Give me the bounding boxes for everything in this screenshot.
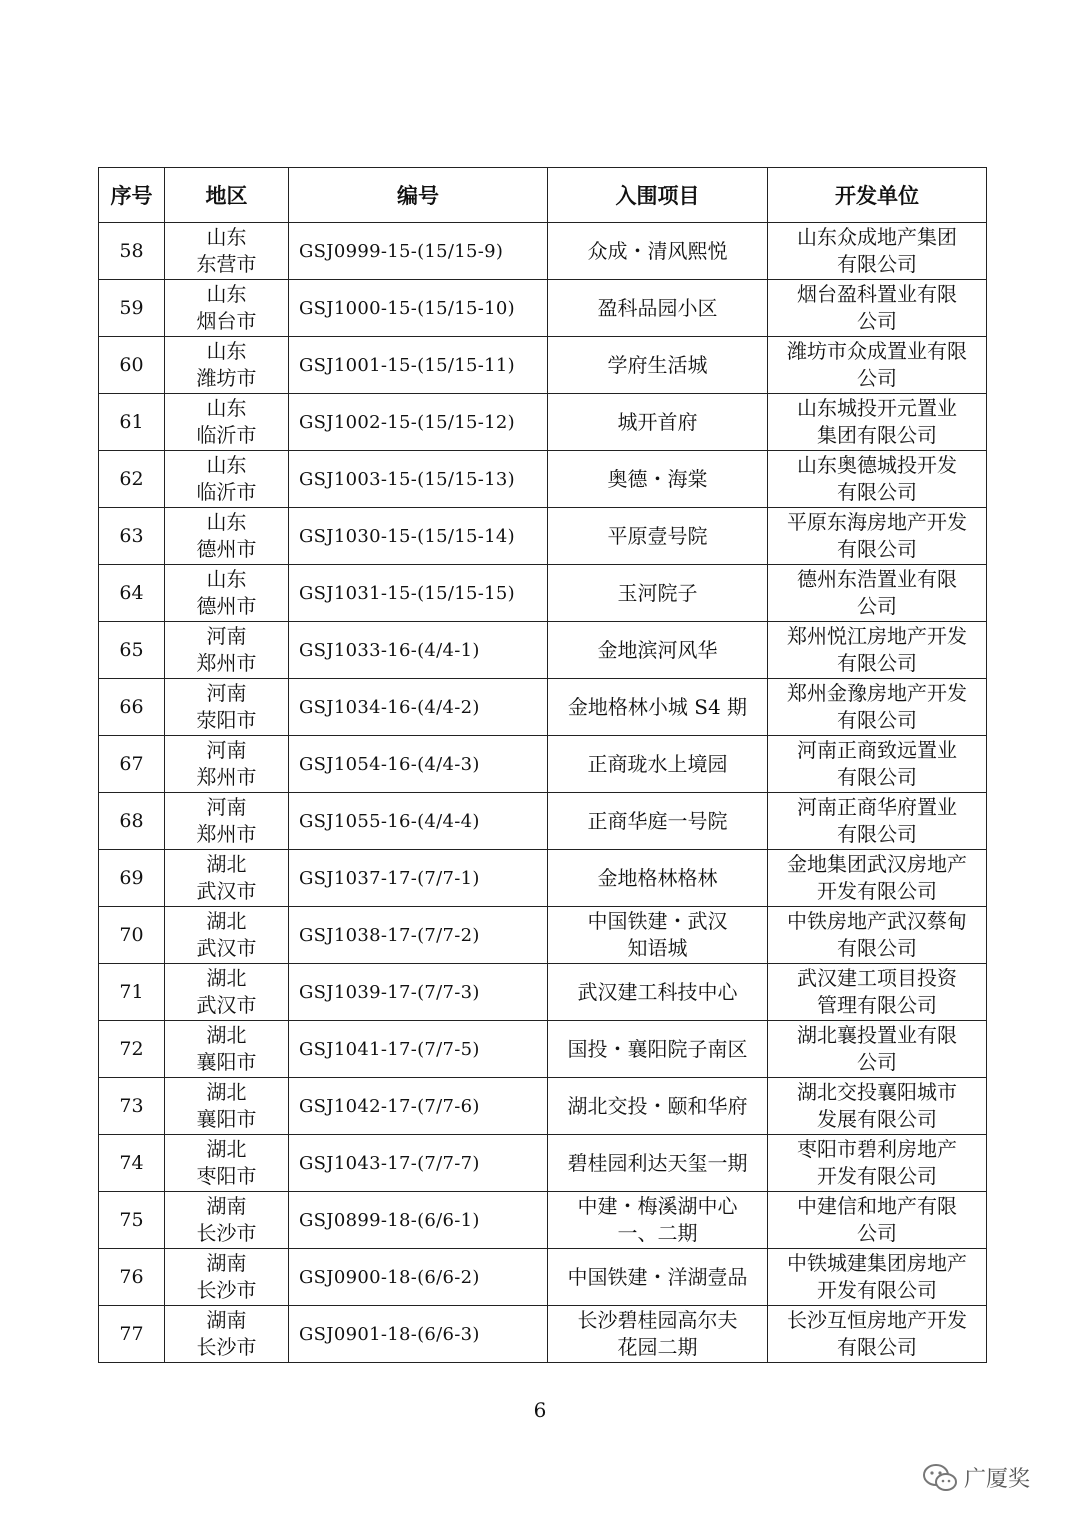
cell-region bbox=[165, 508, 289, 565]
cell-code: GSJ1031-15-(15/15-15) bbox=[289, 565, 548, 622]
cell-project-line: 学府生活城 bbox=[607, 352, 708, 377]
cell-code: GSJ1003-15-(15/15-13) bbox=[289, 451, 548, 508]
cell-code: GSJ0899-18-(6/6-1) bbox=[289, 1192, 548, 1249]
cell-developer-line: 山东城投开元置业 bbox=[797, 396, 957, 420]
cell-project-line: 湖北交投・颐和华府 bbox=[567, 1093, 748, 1118]
table-row bbox=[99, 337, 987, 394]
cell-region-line: 德州市 bbox=[196, 537, 257, 561]
cell-project-line: 奥德・海棠 bbox=[607, 466, 708, 491]
cell-code: GSJ1042-17-(7/7-6) bbox=[289, 1078, 548, 1135]
cell-region-line: 武汉市 bbox=[196, 879, 257, 903]
table-row bbox=[99, 736, 987, 793]
cell-seq: 58 bbox=[99, 223, 165, 280]
cell-region bbox=[165, 223, 289, 280]
cell-developer-line: 有限公司 bbox=[837, 480, 917, 504]
table-body bbox=[99, 223, 987, 1363]
cell-seq: 63 bbox=[99, 508, 165, 565]
cell-region-line: 山东 bbox=[206, 339, 247, 363]
cell-project bbox=[548, 1021, 768, 1078]
cell-developer-line: 有限公司 bbox=[837, 1335, 917, 1359]
cell-seq: 61 bbox=[99, 394, 165, 451]
cell-code: GSJ1002-15-(15/15-12) bbox=[289, 394, 548, 451]
cell-code: GSJ0900-18-(6/6-2) bbox=[289, 1249, 548, 1306]
cell-developer-line: 湖北交投襄阳城市 bbox=[797, 1080, 957, 1104]
cell-project-line: 众成・清风熙悦 bbox=[587, 238, 728, 263]
cell-project-line: 金地格林格林 bbox=[597, 865, 718, 890]
cell-region-line: 武汉市 bbox=[196, 936, 257, 960]
cell-region bbox=[165, 451, 289, 508]
cell-code: GSJ1001-15-(15/15-11) bbox=[289, 337, 548, 394]
cell-region-line: 长沙市 bbox=[196, 1335, 257, 1359]
cell-project-line: 玉河院子 bbox=[617, 580, 698, 605]
cell-developer-line: 长沙互恒房地产开发 bbox=[787, 1308, 967, 1332]
cell-project bbox=[548, 1249, 768, 1306]
cell-region-line: 武汉市 bbox=[196, 993, 257, 1017]
cell-developer bbox=[768, 223, 987, 280]
cell-code: GSJ1000-15-(15/15-10) bbox=[289, 280, 548, 337]
cell-developer bbox=[768, 1078, 987, 1135]
cell-region-line: 河南 bbox=[206, 681, 247, 705]
cell-developer-line: 烟台盈科置业有限 bbox=[797, 282, 957, 306]
cell-region-line: 湖南 bbox=[206, 1194, 247, 1218]
cell-region bbox=[165, 280, 289, 337]
cell-developer-line: 公司 bbox=[857, 309, 897, 333]
cell-seq: 77 bbox=[99, 1306, 165, 1363]
cell-project bbox=[548, 964, 768, 1021]
wechat-icon bbox=[922, 1463, 958, 1493]
cell-seq: 60 bbox=[99, 337, 165, 394]
cell-region-line: 郑州市 bbox=[196, 651, 257, 675]
cell-developer-line: 开发有限公司 bbox=[817, 879, 937, 903]
cell-developer-line: 有限公司 bbox=[837, 708, 917, 732]
cell-region-line: 东营市 bbox=[196, 252, 257, 276]
cell-project bbox=[548, 679, 768, 736]
cell-developer-line: 公司 bbox=[857, 366, 897, 390]
cell-code: GSJ1055-16-(4/4-4) bbox=[289, 793, 548, 850]
cell-seq: 69 bbox=[99, 850, 165, 907]
cell-developer-line: 公司 bbox=[857, 1221, 897, 1245]
cell-region bbox=[165, 394, 289, 451]
cell-developer bbox=[768, 337, 987, 394]
cell-project-line: 正商珑水上境园 bbox=[587, 751, 728, 776]
cell-developer-line: 公司 bbox=[857, 1050, 897, 1074]
cell-region-line: 湖南 bbox=[206, 1251, 247, 1275]
cell-region bbox=[165, 1078, 289, 1135]
cell-developer bbox=[768, 793, 987, 850]
cell-project-line: 平原壹号院 bbox=[607, 523, 708, 548]
cell-project-line: 正商华庭一号院 bbox=[587, 808, 728, 833]
cell-region bbox=[165, 736, 289, 793]
cell-project bbox=[548, 280, 768, 337]
cell-developer-line: 有限公司 bbox=[837, 822, 917, 846]
header-code: 编号 bbox=[289, 168, 548, 223]
project-table-container bbox=[98, 167, 986, 1363]
cell-project-line: 金地滨河风华 bbox=[597, 637, 718, 662]
cell-seq: 70 bbox=[99, 907, 165, 964]
table-row bbox=[99, 850, 987, 907]
cell-project bbox=[548, 1192, 768, 1249]
cell-project bbox=[548, 337, 768, 394]
header-project: 入围项目 bbox=[548, 168, 768, 223]
cell-region bbox=[165, 850, 289, 907]
cell-developer bbox=[768, 451, 987, 508]
cell-region-line: 山东 bbox=[206, 510, 247, 534]
cell-project-line: 知语城 bbox=[627, 936, 688, 960]
cell-code: GSJ1041-17-(7/7-5) bbox=[289, 1021, 548, 1078]
page-number: 6 bbox=[533, 1398, 547, 1422]
table-row bbox=[99, 1192, 987, 1249]
cell-developer-line: 山东奥德城投开发 bbox=[797, 453, 957, 477]
watermark-text: 广厦奖 bbox=[964, 1467, 1031, 1492]
cell-developer bbox=[768, 850, 987, 907]
cell-region bbox=[165, 565, 289, 622]
cell-code: GSJ1033-16-(4/4-1) bbox=[289, 622, 548, 679]
cell-project bbox=[548, 508, 768, 565]
cell-region-line: 潍坊市 bbox=[196, 366, 257, 390]
cell-seq: 66 bbox=[99, 679, 165, 736]
cell-developer bbox=[768, 964, 987, 1021]
cell-region bbox=[165, 1135, 289, 1192]
cell-developer bbox=[768, 280, 987, 337]
cell-region bbox=[165, 1306, 289, 1363]
cell-developer bbox=[768, 565, 987, 622]
cell-developer-line: 德州东浩置业有限 bbox=[797, 567, 957, 591]
cell-seq: 67 bbox=[99, 736, 165, 793]
cell-region-line: 河南 bbox=[206, 624, 247, 648]
cell-region-line: 湖北 bbox=[206, 1137, 247, 1161]
cell-project-line: 国投・襄阳院子南区 bbox=[567, 1036, 748, 1061]
cell-developer bbox=[768, 622, 987, 679]
cell-seq: 74 bbox=[99, 1135, 165, 1192]
cell-developer-line: 有限公司 bbox=[837, 651, 917, 675]
cell-developer-line: 管理有限公司 bbox=[817, 993, 937, 1017]
cell-region-line: 湖北 bbox=[206, 1080, 247, 1104]
table-row bbox=[99, 793, 987, 850]
cell-seq: 62 bbox=[99, 451, 165, 508]
cell-region-line: 临沂市 bbox=[196, 423, 257, 447]
cell-region-line: 枣阳市 bbox=[196, 1164, 257, 1188]
cell-code: GSJ1034-16-(4/4-2) bbox=[289, 679, 548, 736]
cell-developer-line: 郑州金豫房地产开发 bbox=[787, 681, 967, 705]
header-developer: 开发单位 bbox=[768, 168, 987, 223]
cell-project bbox=[548, 793, 768, 850]
table-row bbox=[99, 565, 987, 622]
cell-region-line: 郑州市 bbox=[196, 765, 257, 789]
table-row bbox=[99, 508, 987, 565]
cell-project-line: 中建・梅溪湖中心 bbox=[577, 1194, 738, 1218]
cell-project-line: 城开首府 bbox=[617, 409, 698, 434]
cell-developer bbox=[768, 1306, 987, 1363]
cell-region-line: 郑州市 bbox=[196, 822, 257, 846]
cell-project bbox=[548, 907, 768, 964]
cell-project bbox=[548, 1306, 768, 1363]
table-header-row bbox=[99, 168, 987, 223]
watermark bbox=[922, 1462, 1030, 1493]
cell-region bbox=[165, 964, 289, 1021]
cell-code: GSJ1054-16-(4/4-3) bbox=[289, 736, 548, 793]
cell-developer bbox=[768, 1249, 987, 1306]
cell-developer-line: 有限公司 bbox=[837, 765, 917, 789]
cell-developer-line: 开发有限公司 bbox=[817, 1164, 937, 1188]
cell-developer-line: 湖北襄投置业有限 bbox=[797, 1023, 957, 1047]
cell-developer bbox=[768, 679, 987, 736]
cell-region-line: 长沙市 bbox=[196, 1278, 257, 1302]
table-row bbox=[99, 394, 987, 451]
cell-project bbox=[548, 1078, 768, 1135]
cell-developer bbox=[768, 1192, 987, 1249]
cell-project-line: 武汉建工科技中心 bbox=[577, 979, 738, 1004]
cell-code: GSJ1030-15-(15/15-14) bbox=[289, 508, 548, 565]
cell-developer-line: 河南正商致远置业 bbox=[797, 738, 957, 762]
table-row bbox=[99, 622, 987, 679]
cell-project-line: 盈科品园小区 bbox=[597, 295, 718, 320]
cell-seq: 64 bbox=[99, 565, 165, 622]
table-row bbox=[99, 964, 987, 1021]
cell-developer-line: 中建信和地产有限 bbox=[797, 1194, 957, 1218]
cell-code: GSJ0901-18-(6/6-3) bbox=[289, 1306, 548, 1363]
cell-project bbox=[548, 850, 768, 907]
table-row bbox=[99, 1306, 987, 1363]
cell-project-line: 中国铁建・武汉 bbox=[587, 909, 728, 933]
cell-code: GSJ1043-17-(7/7-7) bbox=[289, 1135, 548, 1192]
cell-region-line: 河南 bbox=[206, 795, 247, 819]
cell-developer-line: 有限公司 bbox=[837, 936, 917, 960]
cell-region-line: 湖北 bbox=[206, 909, 247, 933]
cell-region-line: 山东 bbox=[206, 453, 247, 477]
cell-project bbox=[548, 622, 768, 679]
cell-developer-line: 平原东海房地产开发 bbox=[787, 510, 967, 534]
cell-developer-line: 集团有限公司 bbox=[817, 423, 937, 447]
cell-developer bbox=[768, 907, 987, 964]
cell-region-line: 长沙市 bbox=[196, 1221, 257, 1245]
cell-region-line: 山东 bbox=[206, 225, 247, 249]
cell-region bbox=[165, 622, 289, 679]
cell-region-line: 德州市 bbox=[196, 594, 257, 618]
cell-developer-line: 开发有限公司 bbox=[817, 1278, 937, 1302]
cell-project bbox=[548, 736, 768, 793]
cell-developer-line: 河南正商华府置业 bbox=[797, 795, 957, 819]
project-table bbox=[98, 167, 987, 1363]
cell-region bbox=[165, 679, 289, 736]
cell-project bbox=[548, 1135, 768, 1192]
cell-region-line: 烟台市 bbox=[196, 309, 257, 333]
cell-project-line: 碧桂园利达天玺一期 bbox=[567, 1150, 748, 1175]
table-row bbox=[99, 1078, 987, 1135]
header-seq: 序号 bbox=[99, 168, 165, 223]
cell-region bbox=[165, 907, 289, 964]
table-row bbox=[99, 1135, 987, 1192]
header-region: 地区 bbox=[165, 168, 289, 223]
table-row bbox=[99, 223, 987, 280]
cell-region-line: 襄阳市 bbox=[196, 1107, 257, 1131]
cell-project bbox=[548, 223, 768, 280]
cell-developer-line: 有限公司 bbox=[837, 252, 917, 276]
cell-seq: 75 bbox=[99, 1192, 165, 1249]
cell-region bbox=[165, 1021, 289, 1078]
table-row bbox=[99, 280, 987, 337]
cell-seq: 72 bbox=[99, 1021, 165, 1078]
cell-developer-line: 有限公司 bbox=[837, 537, 917, 561]
cell-region-line: 荥阳市 bbox=[196, 708, 257, 732]
table-row bbox=[99, 451, 987, 508]
cell-developer bbox=[768, 736, 987, 793]
cell-developer bbox=[768, 1135, 987, 1192]
cell-project bbox=[548, 394, 768, 451]
cell-region-line: 襄阳市 bbox=[196, 1050, 257, 1074]
cell-project-line: 中国铁建・洋湖壹品 bbox=[567, 1264, 748, 1289]
cell-region-line: 湖北 bbox=[206, 1023, 247, 1047]
cell-region bbox=[165, 1192, 289, 1249]
cell-region bbox=[165, 337, 289, 394]
cell-region bbox=[165, 1249, 289, 1306]
cell-region-line: 湖北 bbox=[206, 852, 247, 876]
cell-region-line: 湖南 bbox=[206, 1308, 247, 1332]
cell-region-line: 河南 bbox=[206, 738, 247, 762]
cell-developer-line: 潍坊市众成置业有限 bbox=[787, 339, 967, 363]
cell-region-line: 山东 bbox=[206, 567, 247, 591]
cell-developer-line: 发展有限公司 bbox=[817, 1107, 937, 1131]
cell-seq: 73 bbox=[99, 1078, 165, 1135]
cell-code: GSJ1037-17-(7/7-1) bbox=[289, 850, 548, 907]
cell-developer-line: 枣阳市碧利房地产 bbox=[797, 1137, 957, 1161]
cell-code: GSJ0999-15-(15/15-9) bbox=[289, 223, 548, 280]
cell-seq: 59 bbox=[99, 280, 165, 337]
cell-seq: 71 bbox=[99, 964, 165, 1021]
cell-region-line: 山东 bbox=[206, 396, 247, 420]
cell-project bbox=[548, 565, 768, 622]
cell-seq: 76 bbox=[99, 1249, 165, 1306]
cell-developer-line: 中铁房地产武汉蔡甸 bbox=[787, 909, 967, 933]
cell-project-line: 花园二期 bbox=[617, 1335, 698, 1359]
cell-code: GSJ1038-17-(7/7-2) bbox=[289, 907, 548, 964]
cell-region-line: 山东 bbox=[206, 282, 247, 306]
table-row bbox=[99, 907, 987, 964]
cell-region bbox=[165, 793, 289, 850]
cell-developer-line: 郑州悦江房地产开发 bbox=[787, 624, 967, 648]
cell-project-line: 长沙碧桂园高尔夫 bbox=[577, 1308, 738, 1332]
cell-developer-line: 山东众成地产集团 bbox=[797, 225, 957, 249]
cell-seq: 65 bbox=[99, 622, 165, 679]
cell-seq: 68 bbox=[99, 793, 165, 850]
cell-developer-line: 武汉建工项目投资 bbox=[797, 966, 957, 990]
cell-developer bbox=[768, 1021, 987, 1078]
table-row bbox=[99, 1249, 987, 1306]
table-row bbox=[99, 1021, 987, 1078]
cell-developer-line: 中铁城建集团房地产 bbox=[787, 1251, 967, 1275]
cell-developer bbox=[768, 394, 987, 451]
cell-project bbox=[548, 451, 768, 508]
cell-code: GSJ1039-17-(7/7-3) bbox=[289, 964, 548, 1021]
cell-project-line: 一、二期 bbox=[617, 1221, 698, 1245]
cell-region-line: 湖北 bbox=[206, 966, 247, 990]
cell-region-line: 临沂市 bbox=[196, 480, 257, 504]
cell-project-line: 金地格林小城 S4 期 bbox=[567, 694, 748, 719]
cell-developer bbox=[768, 508, 987, 565]
cell-developer-line: 公司 bbox=[857, 594, 897, 618]
cell-developer-line: 金地集团武汉房地产 bbox=[787, 852, 967, 876]
table-row bbox=[99, 679, 987, 736]
